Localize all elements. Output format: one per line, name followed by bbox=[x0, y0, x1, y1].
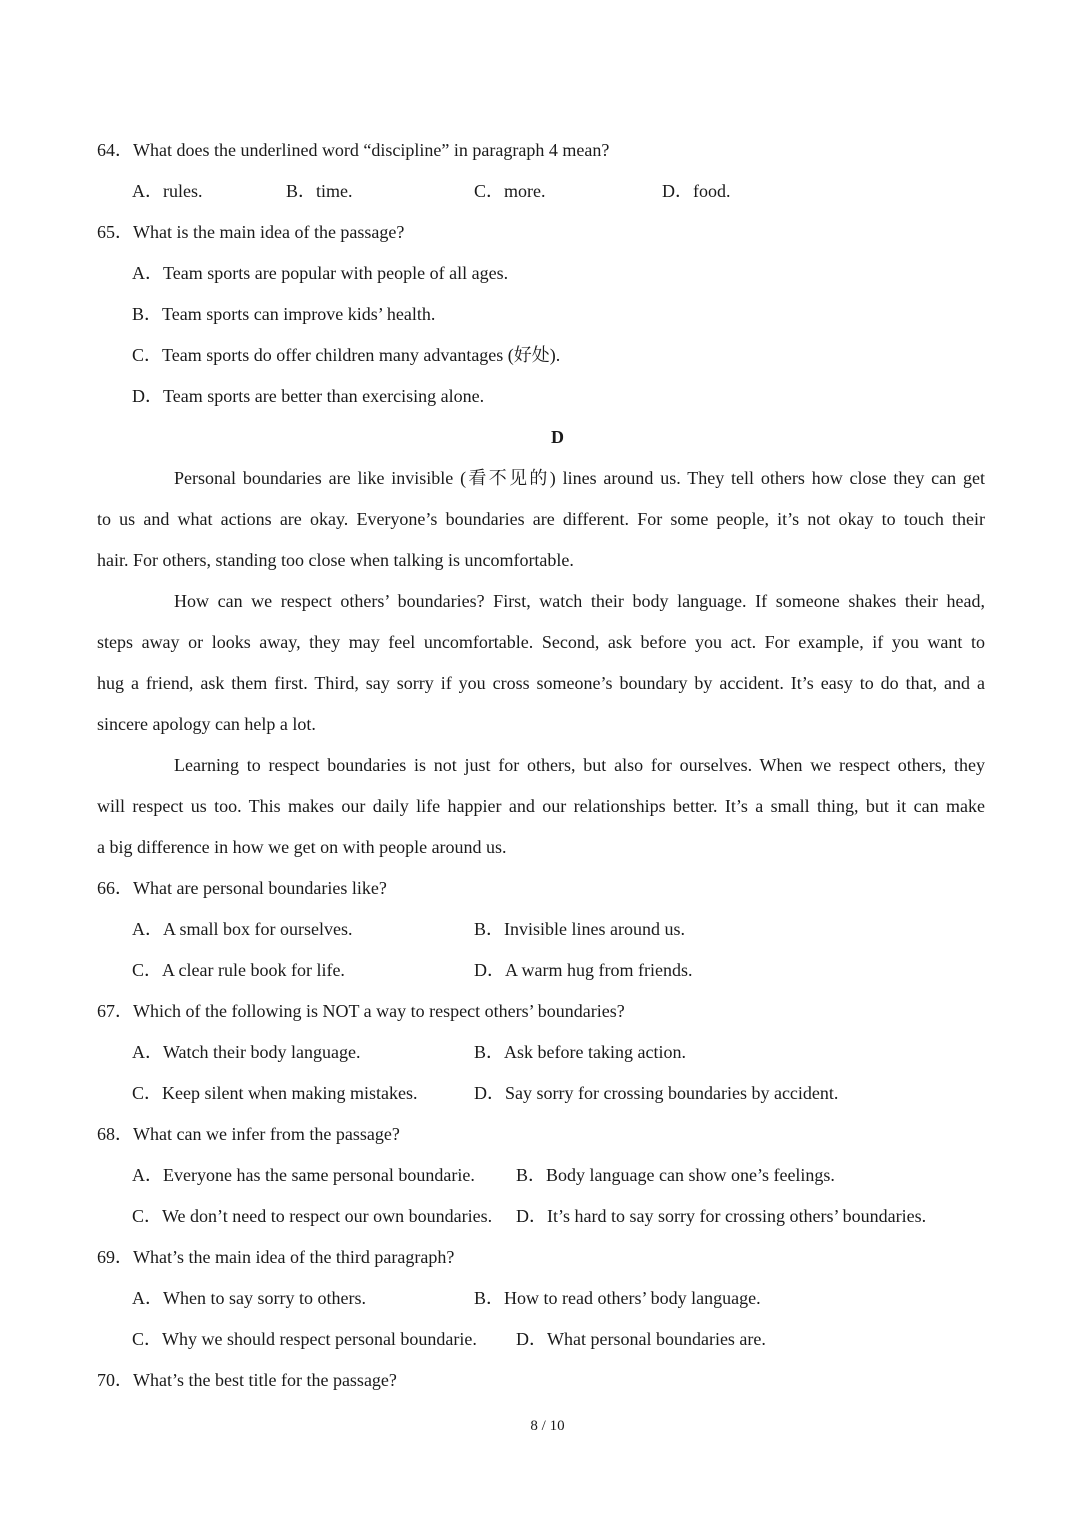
question-66-option-d: D．A warm hug from friends. bbox=[474, 960, 693, 980]
question-68-option-c: C．We don’t need to respect our own boundaries. bbox=[132, 1206, 493, 1226]
passage-p3-line-2: will respect us too. This makes our daily life happier and our relationships better. It’s a small thing, but it can make bbox=[97, 796, 985, 816]
question-65-option-b: B．Team sports can improve kids’ health. bbox=[132, 304, 436, 324]
passage-p3-line-1: Learning to respect boundaries is not just for others, but also for ourselves. When we respect others, they bbox=[174, 755, 985, 775]
question-64-option-d: D．food. bbox=[662, 181, 731, 201]
question-65-stem: 65．What is the main idea of the passage? bbox=[97, 222, 405, 242]
section-title: D bbox=[551, 427, 564, 447]
question-70-stem: 70．What’s the best title for the passage? bbox=[97, 1370, 397, 1390]
question-64-option-b: B．time. bbox=[286, 181, 353, 201]
question-67-option-d: D．Say sorry for crossing boundaries by accident. bbox=[474, 1083, 839, 1103]
question-66-option-a: A．A small box for ourselves. bbox=[132, 919, 353, 939]
question-68-option-a: A．Everyone has the same personal boundarie. bbox=[132, 1165, 475, 1185]
passage-p2-line-4: sincere apology can help a lot. bbox=[97, 714, 316, 734]
question-69-stem: 69．What’s the main idea of the third paragraph? bbox=[97, 1247, 455, 1267]
page-number: 8 / 10 bbox=[530, 1418, 565, 1434]
question-66-stem: 66．What are personal boundaries like? bbox=[97, 878, 387, 898]
question-68-stem: 68．What can we infer from the passage? bbox=[97, 1124, 400, 1144]
passage-p1-line-2: to us and what actions are okay. Everyone’s boundaries are different. For some people, it’s not okay to touch their bbox=[97, 509, 985, 529]
question-64-stem: 64．What does the underlined word “discipline” in paragraph 4 mean? bbox=[97, 140, 610, 160]
question-64-option-c: C．more. bbox=[474, 181, 546, 201]
question-69-option-b: B．How to read others’ body language. bbox=[474, 1288, 761, 1308]
question-69-option-a: A．When to say sorry to others. bbox=[132, 1288, 366, 1308]
question-69-option-c: C．Why we should respect personal boundarie. bbox=[132, 1329, 477, 1349]
question-69-option-d: D．What personal boundaries are. bbox=[516, 1329, 766, 1349]
passage-p3-line-3: a big difference in how we get on with people around us. bbox=[97, 837, 507, 857]
passage-p2-line-2: steps away or looks away, they may feel uncomfortable. Second, ask before you act. For example, if you want to bbox=[97, 632, 985, 652]
passage-p2-line-1: How can we respect others’ boundaries? First, watch their body language. If someone shakes their head, bbox=[174, 591, 985, 611]
question-68-option-b: B．Body language can show one’s feelings. bbox=[516, 1165, 835, 1185]
question-68-option-d: D．It’s hard to say sorry for crossing others’ boundaries. bbox=[516, 1206, 927, 1226]
passage-p2-line-3: hug a friend, ask them first. Third, say sorry if you cross someone’s boundary by accident. It’s easy to do that, and a bbox=[97, 673, 985, 693]
question-67-stem: 67．Which of the following is NOT a way to respect others’ boundaries? bbox=[97, 1001, 625, 1021]
question-65-option-d: D．Team sports are better than exercising alone. bbox=[132, 386, 485, 406]
passage-p1-line-3: hair. For others, standing too close when talking is uncomfortable. bbox=[97, 550, 574, 570]
question-66-option-c: C．A clear rule book for life. bbox=[132, 960, 345, 980]
question-67-option-c: C．Keep silent when making mistakes. bbox=[132, 1083, 418, 1103]
question-65-option-c: C．Team sports do offer children many advantages (好处). bbox=[132, 345, 561, 365]
question-67-option-b: B．Ask before taking action. bbox=[474, 1042, 686, 1062]
passage-p1-line-1: Personal boundaries are like invisible (看不见的) lines around us. They tell others how close they can get bbox=[174, 468, 985, 488]
question-65-option-a: A．Team sports are popular with people of all ages. bbox=[132, 263, 509, 283]
question-67-option-a: A．Watch their body language. bbox=[132, 1042, 361, 1062]
question-64-option-a: A．rules. bbox=[132, 181, 203, 201]
question-66-option-b: B．Invisible lines around us. bbox=[474, 919, 685, 939]
